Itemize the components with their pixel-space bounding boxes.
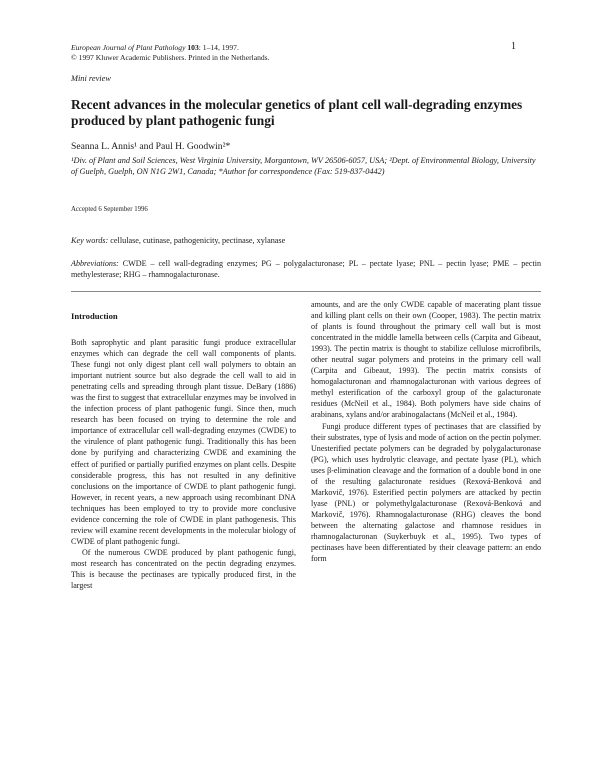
author-list: Seanna L. Annis¹ and Paul H. Goodwin²* [71,141,231,152]
paragraph: Fungi produce different types of pectinases that are classified by their substrates, type of lysis and mode of action on the pectin polymer. Unesterified pectate polymers can be degraded by polygalacturonase (PG), which uses hydrolytic cleavage, and pectate lyase (PL), which uses β-elimination cleavage and the formation of a double bond in one of the resulting galacturonate residues (Rexová-Benková and Markovič, 1976). Esterified pectin polymers are attacked by pectin lyase (PNL) or polymethylgalacturonase (Rexová-Benková and Markovič, 1976). Rhamnogalacturonase (RHG) cleaves the bond between the alternating galactose and rhamnose residues in rhamnogalacturonan (Suykerbuyk et al., 1995). Two types of pectinases have been differentiated by their cleavage pattern: an endo form [311,421,541,564]
journal-name: European Journal of Plant Pathology [71,43,186,52]
header-divider [71,291,541,292]
journal-pages-year: : 1–14, 1997. [198,43,239,52]
copyright-notice: © 1997 Kluwer Academic Publishers. Printed in the Netherlands. [71,53,270,62]
affiliations: ¹Div. of Plant and Soil Sciences, West Virginia University, Morgantown, WV 26506-6057, USA; ²Dept. of Environmental Biology, University of Guelph, Guelph, ON N1G 2W1, Canada; *Author for correspondence (Fax: 519-837-0442) [71,156,536,176]
journal-citation [71,43,270,63]
paragraph: Both saprophytic and plant parasitic fungi produce extracellular enzymes which can degrade the cell wall components of plants. These fungi not only digest plant cell wall polymers to obtain an important nutrient source but also degrade the cell wall to aid in penetrating cells and spreading through plant tissue. DeBary (1886) was the first to suggest that extracellular enzymes may be involved in the infection process of plant pathogenic fungi. Since then, much research has been focused on trying to determine the role and importance of extracellular cell wall-degrading enzymes (CWDE) to the virulence of plant pathogenic fungi. Traditionally this has been done by purifying and characterizing CWDE and examining the effect of purified or partially purified enzymes on plant cells. Despite considerable progress, this has not resulted in any definitive conclusions on the importance of CWDE to plant pathogenic fungi. However, in recent years, a new approach using recombinant DNA techniques has been employed to try to provide more conclusive evidence concerning the role of CWDE in plant pathogenesis. This review will examine recent developments in the molecular biology of CWDE of plant pathogenic fungi. [71,338,296,546]
keywords-text: cellulase, cutinase, pathogenicity, pectinase, xylanase [110,236,286,245]
accepted-date: Accepted 6 September 1996 [71,206,148,213]
abbreviations-text: CWDE – cell wall-degrading enzymes; PG – polygalacturonase; PL – pectate lyase; PNL – pectin lyase; PME – pectin methylesterase; RHG – rhamnogalacturonase. [71,259,541,279]
keywords-label: Key words: [71,236,109,245]
abbreviations [71,258,541,280]
journal-volume: 103 [187,43,199,52]
abbreviations-label: Abbreviations: [71,259,119,268]
body-column-right [311,299,541,564]
article-type: Mini review [71,74,111,83]
page-number: 1 [511,41,516,52]
body-column-left [71,337,296,591]
keywords [71,236,285,245]
article-title: Recent advances in the molecular genetics of plant cell wall-degrading enzymes produced by plant pathogenic fungi [71,97,523,128]
paragraph: amounts, and are the only CWDE capable of macerating plant tissue and killing plant cells on their own (Cooper, 1983). The pectin matrix of plants is found throughout the primary cell wall but is most concentrated in the middle lamella between cells (Carpita and Gibeaut, 1993). The pectin matrix is thought to stabilize cellulose microfibrils, other neutral sugar polymers and proteins in the primary cell wall (Carpita and Gibeaut, 1993). The pectin matrix consists of homogalacturonan and rhamnogalacturonan with various degrees of methyl esterification of the carboxyl group of the galacturonate residues (McNeil et al., 1984). Both polymers have side chains of arabinans, xylans and/or arabinogalactans (McNeil et al., 1984). [311,300,541,420]
paragraph: Of the numerous CWDE produced by plant pathogenic fungi, most research has concentrated on the pectin degrading enzymes. This is because the pectinases are typically produced first, in the largest [71,547,296,591]
section-heading-introduction: Introduction [71,311,118,321]
